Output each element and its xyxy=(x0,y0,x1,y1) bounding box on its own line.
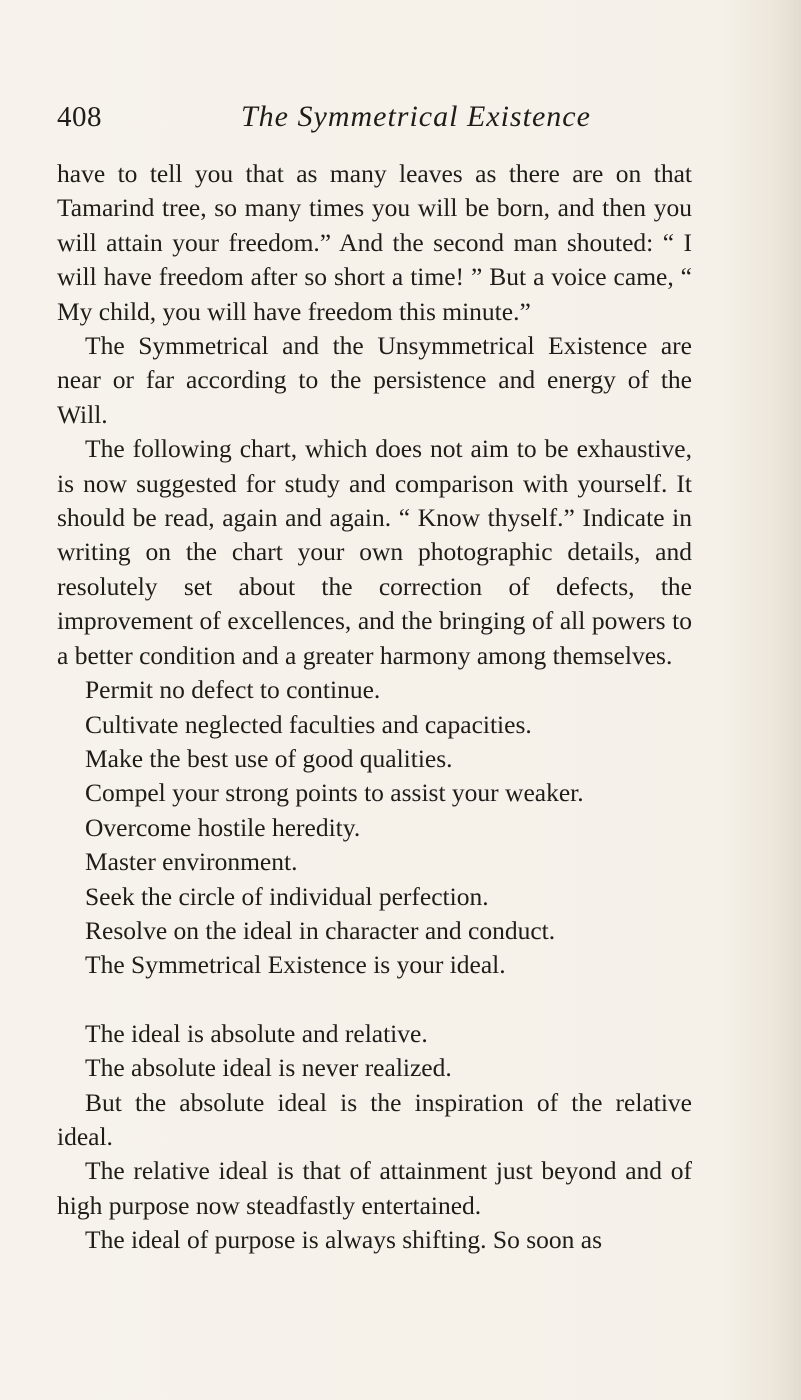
section-break xyxy=(57,983,692,1017)
running-title: The Symmetrical Existence xyxy=(241,100,591,133)
paragraph: The relative ideal is that of attainment just beyond and of high purpose now steadfastly entertained. xyxy=(57,1156,692,1220)
paragraph: The ideal of purpose is always shifting. So soon as xyxy=(85,1225,603,1255)
paragraph: Overcome hostile heredity. xyxy=(85,812,361,842)
paragraph: Compel your strong points to assist your weaker. xyxy=(85,778,584,808)
paragraph: Cultivate neglected faculties and capacities. xyxy=(85,709,532,739)
page-header xyxy=(57,97,757,137)
paragraph: Master environment. xyxy=(85,847,298,877)
paragraph: The absolute ideal is never realized. xyxy=(85,1053,452,1083)
paragraph: have to tell you that as many leaves as there are on that Tamarind tree, so many times you will be born, and then you will attain your freedom.” And the second man shouted: “ I will have freedom after so short a time! ” But a voice came, “ My child, you will have freedom this minute.” xyxy=(57,159,692,326)
paragraph: The following chart, which does not aim to be exhaustive, is now suggested for study and comparison with yourself. It should be read, again and again. “ Know thyself.” Indicate in writing on the chart your own photographic details, and resolutely set about the correction of defects, the improvement of excellences, and the bringing of all powers to a better condition and a greater harmony among themselves. xyxy=(57,434,692,670)
paragraph: But the absolute ideal is the inspiration of the relative ideal. xyxy=(57,1087,692,1151)
paragraph: The Symmetrical and the Unsymmetrical Existence are near or far according to the persistence and energy of the Will. xyxy=(57,331,692,429)
paragraph: The ideal is absolute and relative. xyxy=(85,1018,428,1048)
paragraph: The Symmetrical Existence is your ideal. xyxy=(85,950,506,980)
body-text xyxy=(57,157,692,1258)
paragraph: Seek the circle of individual perfection. xyxy=(85,881,489,911)
paragraph: Make the best use of good qualities. xyxy=(85,743,453,773)
paragraph: Resolve on the ideal in character and conduct. xyxy=(85,915,556,945)
page-number: 408 xyxy=(57,101,102,133)
paragraph: Permit no defect to continue. xyxy=(85,675,381,705)
